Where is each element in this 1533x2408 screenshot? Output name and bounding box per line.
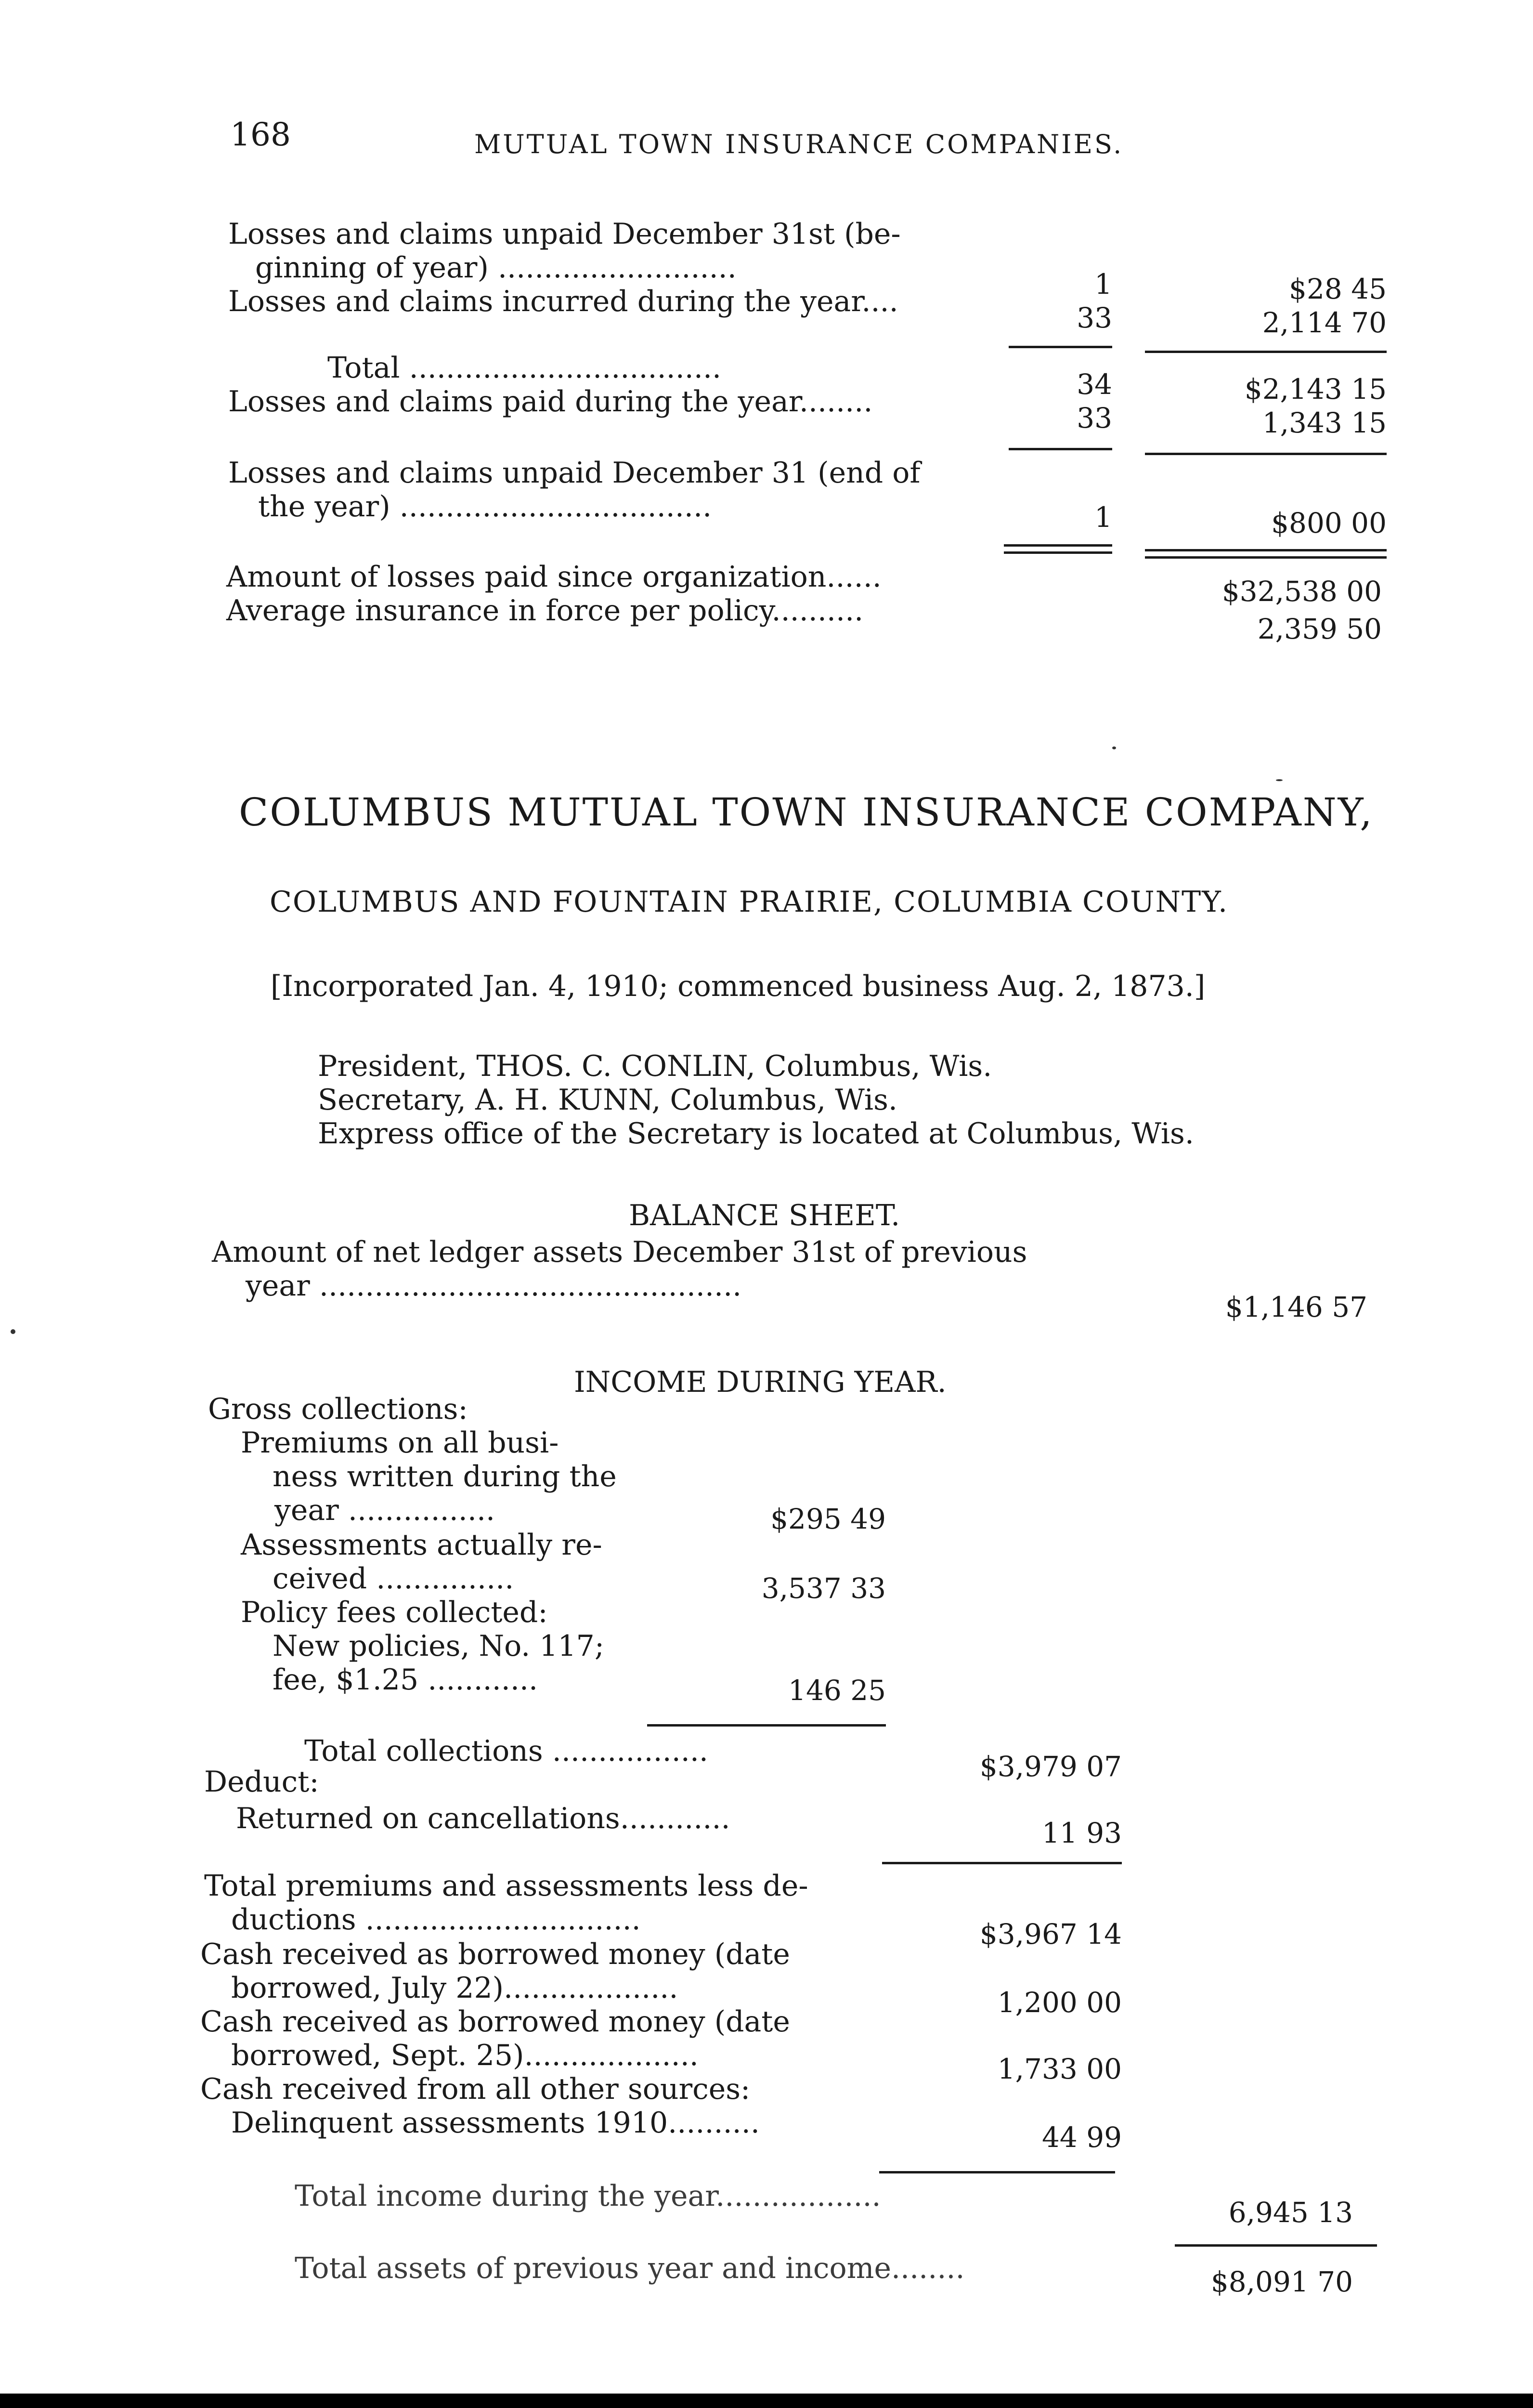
deduct-label: Deduct: [204,1765,319,1799]
rule [879,2171,1115,2173]
cash-borrowed-1-amount: 1,200 00 [997,1986,1122,2019]
premiums-l2: ness written during the [273,1460,617,1493]
row-losses-since-org-amount: $32,538 00 [1221,575,1382,608]
double-rule [1145,549,1387,559]
total-premiums-amount: $3,967 14 [979,1918,1122,1950]
income-heading: INCOME DURING YEAR. [574,1365,947,1399]
row-avg-insurance-label: Average insurance in force per policy.......... [226,594,864,628]
total-collections-label: Total collections ................. [304,1734,709,1768]
assessments-l1: Assessments actually re- [241,1528,602,1562]
returned-amount: 11 93 [1041,1817,1122,1849]
total-premiums-l2: ductions .............................. [231,1903,641,1937]
cash-other-l1: Cash received from all other sources: [200,2072,751,2106]
premiums-l1: Premiums on all busi- [241,1426,559,1460]
total-income-amount: 6,945 13 [1228,2196,1353,2229]
rule [1175,2244,1377,2247]
net-ledger-amount: $1,146 57 [1225,1291,1367,1323]
cash-borrowed-2-l1: Cash received as borrowed money (date [200,2005,790,2039]
policy-fees-amount: 146 25 [788,1674,886,1707]
row-unpaid-end-l1: Losses and claims unpaid December 31 (end of [228,456,921,490]
assessments-amount: 3,537 33 [761,1572,886,1605]
premiums-amount: $295 49 [770,1503,886,1535]
grand-total-amount: $8,091 70 [1210,2265,1353,2298]
policy-fees-l2: New policies, No. 117; [273,1629,605,1663]
rule [1145,453,1387,455]
row-incurred-count: 33 [1077,301,1112,334]
row-losses-since-org-label: Amount of losses paid since organization...... [226,560,882,594]
scan-bottom-edge [0,2394,1533,2408]
total-income-label: Total income during the year.................. [295,2179,881,2213]
row-unpaid-end-amount: $800 00 [1271,507,1387,539]
row-total-count: 34 [1077,368,1112,401]
double-rule [1004,544,1112,554]
row-unpaid-end-count: 1 [1094,501,1112,534]
row-incurred-label: Losses and claims incurred during the year.... [228,285,898,318]
rule [882,1862,1122,1864]
row-unpaid-begin-l2: ginning of year) .......................... [255,251,737,285]
premiums-l3: year ................ [274,1493,495,1527]
row-incurred-amount: 2,114 70 [1262,306,1387,339]
net-ledger-l1: Amount of net ledger assets December 31st of previous [212,1235,1027,1269]
cash-borrowed-1-l2: borrowed, July 22)................... [231,1971,678,2005]
net-ledger-l2: year .............................................. [246,1269,742,1303]
gross-collections-label: Gross collections: [208,1392,468,1426]
grand-total-label: Total assets of previous year and income........ [295,2251,965,2285]
cash-other-amount: 44 99 [1041,2121,1122,2154]
policy-fees-l1: Policy fees collected: [241,1596,548,1629]
rule [1009,346,1112,348]
scan-speck [1112,746,1116,749]
incorporation-note: [Incorporated Jan. 4, 1910; commenced business Aug. 2, 1873.] [271,969,1206,1003]
secretary-line: Secretary, A. H. KUNN, Columbus, Wis. [318,1083,897,1117]
row-paid-label: Losses and claims paid during the year........ [228,385,873,419]
president-line: President, THOS. C. CONLIN, Columbus, Wis. [318,1049,992,1083]
cash-borrowed-1-l1: Cash received as borrowed money (date [200,1937,790,1971]
policy-fees-l3: fee, $1.25 ............ [273,1663,538,1697]
total-premiums-l1: Total premiums and assessments less de- [204,1869,808,1903]
row-unpaid-begin-count: 1 [1094,268,1112,301]
row-paid-count: 33 [1077,402,1112,434]
row-unpaid-begin-amount: $28 45 [1289,273,1387,305]
row-paid-amount: 1,343 15 [1262,406,1387,439]
scan-speck [1276,779,1283,781]
row-total-amount: $2,143 15 [1244,373,1387,406]
running-title: MUTUAL TOWN INSURANCE COMPANIES. [474,129,1124,159]
returned-label: Returned on cancellations............ [236,1802,730,1835]
company-name: COLUMBUS MUTUAL TOWN INSURANCE COMPANY, [239,790,1374,835]
express-office-line: Express office of the Secretary is located at Columbus, Wis. [318,1117,1194,1151]
scan-speck [11,1329,15,1334]
rule [647,1724,886,1727]
cash-borrowed-2-l2: borrowed, Sept. 25)................... [231,2039,699,2072]
row-unpaid-end-l2: the year) .................................. [258,490,712,523]
assessments-l2: ceived ............... [273,1562,514,1596]
total-collections-amount: $3,979 07 [979,1750,1122,1783]
row-unpaid-begin-l1: Losses and claims unpaid December 31st (be- [228,217,901,251]
rule [1009,448,1112,450]
row-avg-insurance-amount: 2,359 50 [1257,613,1382,645]
balance-sheet-heading: BALANCE SHEET. [629,1199,900,1232]
rule [1145,351,1387,353]
company-location: COLUMBUS AND FOUNTAIN PRAIRIE, COLUMBIA COUNTY. [270,885,1229,919]
cash-other-l2: Delinquent assessments 1910.......... [231,2106,760,2140]
page-number: 168 [230,116,291,153]
cash-borrowed-2-amount: 1,733 00 [997,2053,1122,2085]
row-total-label: Total .................................. [327,351,722,385]
